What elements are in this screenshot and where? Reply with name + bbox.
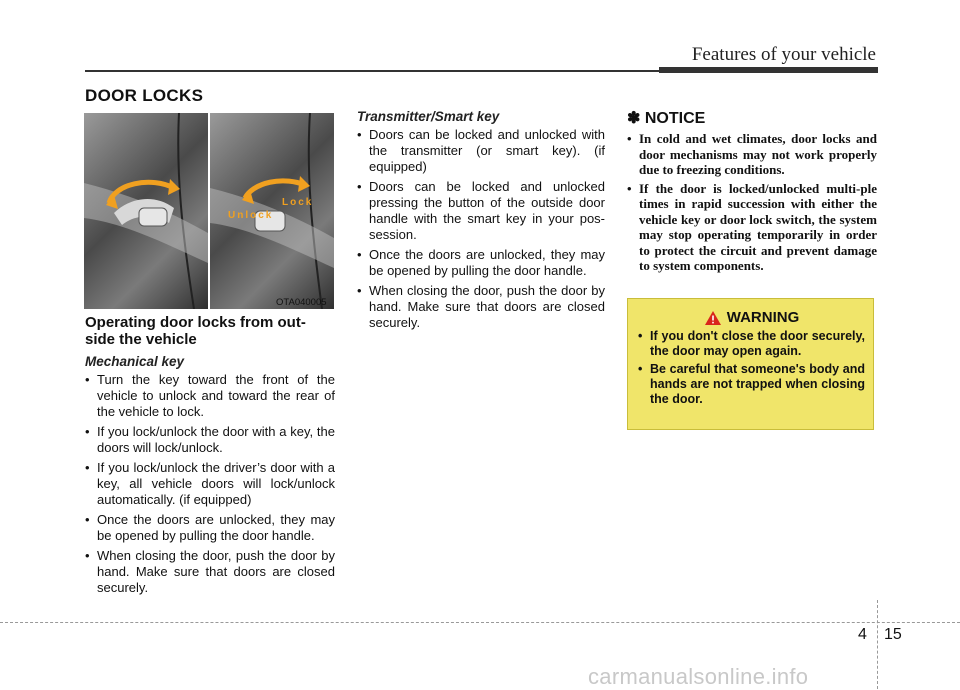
door-handle-photo-right: [210, 113, 334, 309]
list-item: • If you lock/unlock the door with a key, the doors will lock/unlock.: [85, 424, 335, 456]
list-item: • Doors can be locked and unlocked pressing the button of the outside door handle with the smart key in your pos-session.: [357, 179, 605, 243]
header-bar: [659, 67, 878, 73]
list-item: • If the door is locked/unlocked multi-ple times in rapid succession with either the vehicle key or door lock switch, the system may stop operating temporarily in order to protect the circuit and prevent damage to system components.: [627, 181, 877, 274]
mechanical-key-subheading: Mechanical key: [85, 354, 185, 369]
header-rule: [85, 70, 659, 72]
list-item: • Turn the key toward the front of the vehicle to unlock and toward the rear of the vehicle to lock.: [85, 372, 335, 420]
outside-operation-heading: Operating door locks from out-side the vehicle: [85, 314, 306, 348]
transmitter-subheading: Transmitter/Smart key: [357, 109, 500, 124]
list-item: • Be careful that someone's body and hands are not trapped when closing the door.: [638, 362, 865, 407]
middle-column: [357, 105, 605, 335]
lock-label: Lock: [282, 197, 314, 208]
warning-triangle-icon: [704, 310, 722, 326]
figure-code: OTA040005: [276, 297, 327, 308]
list-item: • When closing the door, push the door by hand. Make sure that doors are closed securely.: [357, 283, 605, 331]
unlock-label: Unlock: [228, 210, 274, 221]
warning-header: [638, 309, 865, 326]
list-item: • In cold and wet climates, door locks and door mechanisms may not work properly due to freezing conditions.: [627, 131, 877, 178]
list-item: • If you don't close the door securely, the door may open again.: [638, 329, 865, 359]
list-item: • Once the doors are unlocked, they may be opened by pulling the door handle.: [85, 512, 335, 544]
notice-box: [627, 111, 877, 277]
transmitter-list: [357, 127, 605, 331]
list-item: • If you lock/unlock the driver’s door with a key, all vehicle doors will lock/unlock automatically. (if equipped): [85, 460, 335, 508]
watermark: carmanualsonline.info: [588, 664, 809, 689]
mechanical-key-list: [85, 372, 335, 596]
warning-box: [627, 298, 874, 430]
footer-divider: [877, 600, 878, 689]
left-column: [85, 314, 335, 600]
door-handle-photo-left: [84, 113, 208, 309]
warning-title: WARNING: [726, 309, 800, 326]
warning-list: [638, 329, 865, 407]
page-number: 15: [884, 626, 902, 643]
list-item: • When closing the door, push the door by hand. Make sure that doors are closed securely.: [85, 548, 335, 596]
notice-title: ✽ NOTICE: [627, 110, 706, 127]
list-item: • Doors can be locked and unlocked with the transmitter (or smart key). (if equipped): [357, 127, 605, 175]
section-title: DOOR LOCKS: [85, 86, 204, 105]
page-header-title: Features of your vehicle: [691, 44, 876, 65]
footer-rule: [0, 622, 960, 623]
list-item: • Once the doors are unlocked, they may be opened by pulling the door handle.: [357, 247, 605, 279]
notice-list: [627, 131, 877, 274]
chapter-number: 4: [858, 626, 867, 643]
